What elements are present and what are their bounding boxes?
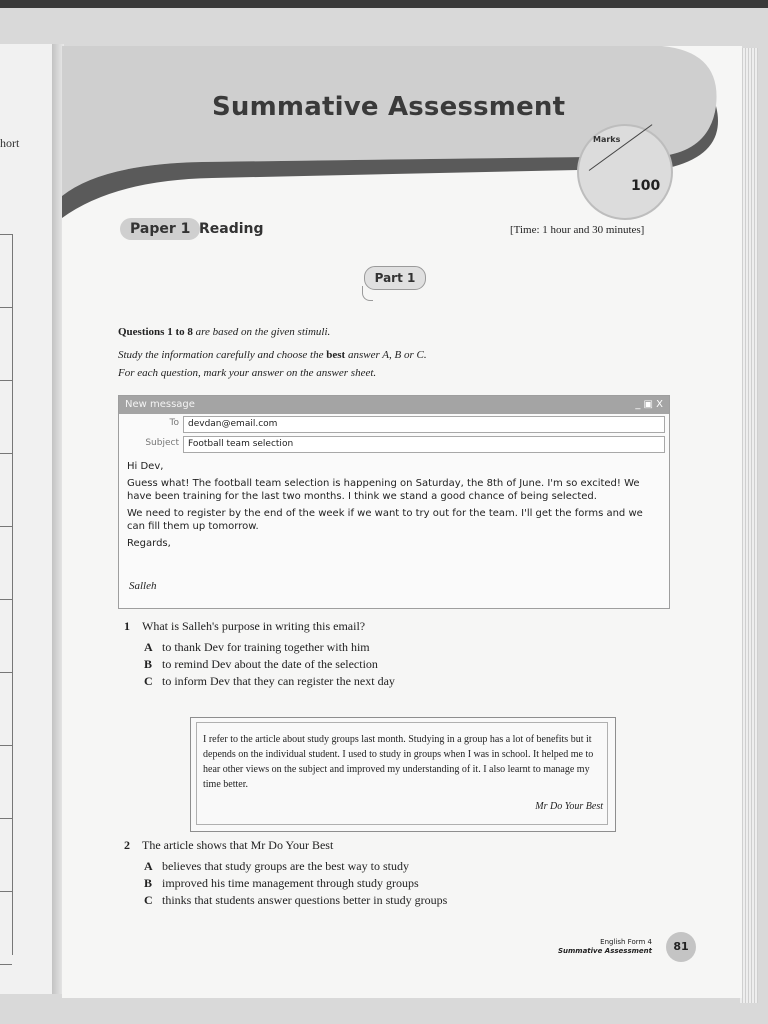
footer-book-name: English Form 4: [600, 938, 652, 946]
letter-excerpt-text: I refer to the article about study groups last month. Studying in a group has a lot of benefits but it depends on the individual student. I used to study in groups when I was in school. It helped me to hear other views on the subject and improved my understanding of it. I also learnt to manage my time better.: [203, 734, 594, 790]
letter-excerpt-signature: Mr Do Your Best: [535, 801, 603, 812]
best-answer-emphasis: best: [326, 349, 346, 361]
email-greeting: Hi Dev,: [127, 461, 164, 472]
left-page: [0, 44, 53, 994]
window-controls-icon: _ ▣ X: [635, 399, 663, 410]
questions-intro: [118, 326, 330, 338]
letter-excerpt-box: [190, 717, 616, 832]
assessment-page: [62, 46, 742, 998]
option-text: to inform Dev that they can register the next day: [162, 674, 395, 688]
q1-option-c: [144, 674, 395, 689]
scan-top-edge: [0, 0, 768, 8]
paper-name: Reading: [199, 221, 264, 237]
q2-option-c: [144, 893, 447, 908]
question-1: [124, 619, 365, 634]
option-text: believes that study groups are the best way to study: [162, 859, 409, 873]
email-window: [118, 395, 670, 609]
email-paragraph-1: Guess what! The football team selection is happening on Saturday, the 8th of June. I'm so excited! We have been training for the last two months. I think we stand a good chance of being selected.: [127, 478, 640, 502]
left-page-table: [0, 234, 13, 955]
part-heading-tail: [362, 286, 373, 301]
study-instruction-text: Study the information carefully and choose the: [118, 349, 324, 361]
to-field: devdan@email.com: [183, 416, 665, 433]
question-number: 2: [124, 838, 130, 852]
questions-range: Questions 1 to 8: [118, 326, 193, 338]
q1-option-b: [144, 657, 378, 672]
email-to-row: [119, 414, 669, 434]
q1-option-a: [144, 640, 370, 655]
to-label: To: [169, 418, 179, 428]
q2-option-a: [144, 859, 409, 874]
option-text: thinks that students answer questions better in study groups: [162, 893, 448, 907]
page-title: Summative Assessment: [212, 92, 566, 122]
option-letter: C: [144, 674, 153, 688]
page-edges: [740, 48, 758, 1003]
option-letter: C: [144, 893, 153, 907]
option-letter: B: [144, 657, 153, 671]
marks-divider: [589, 124, 653, 171]
option-letter: A: [144, 859, 153, 873]
subject-label: Subject: [145, 438, 179, 448]
time-allowed: [Time: 1 hour and 30 minutes]: [510, 224, 645, 236]
email-paragraph-2: We need to register by the end of the week if we want to try out for the team. I'll get the forms and we can fill them up tomorrow.: [127, 508, 643, 532]
header-banner: [62, 46, 742, 246]
mark-instruction: For each question, mark your answer on the answer sheet.: [118, 367, 377, 379]
questions-range-suffix: are based on the given stimuli.: [195, 326, 331, 338]
question-2: [124, 838, 333, 853]
email-title-bar: [119, 396, 669, 414]
study-instruction: [118, 349, 427, 361]
option-letter: B: [144, 876, 153, 890]
email-signature: Salleh: [129, 580, 157, 592]
email-window-title: New message: [125, 399, 195, 410]
question-number: 1: [124, 619, 130, 633]
paper-tag: Paper 1: [120, 218, 200, 240]
q2-option-b: [144, 876, 419, 891]
subject-field: Football team selection: [183, 436, 665, 453]
left-page-fragment: hort: [0, 136, 20, 150]
email-closing: Regards,: [127, 538, 171, 549]
study-instruction-suffix: answer A, B or C.: [347, 349, 427, 361]
question-text: The article shows that Mr Do Your Best: [142, 838, 334, 852]
footer-section-name: Summative Assessment: [557, 947, 652, 955]
part-heading: Part 1: [364, 266, 426, 290]
option-text: to thank Dev for training together with him: [162, 640, 370, 654]
marks-total: 100: [631, 178, 661, 194]
option-letter: A: [144, 640, 153, 654]
question-text: What is Salleh's purpose in writing this email?: [142, 619, 366, 633]
footer-book-title: [558, 938, 652, 956]
email-subject-row: [119, 434, 669, 454]
option-text: to remind Dev about the date of the selection: [162, 657, 378, 671]
page-number: 81: [666, 932, 696, 962]
email-body: [127, 460, 659, 554]
marks-label: Marks: [593, 135, 621, 144]
marks-badge: [577, 124, 673, 220]
option-text: improved his time management through study groups: [162, 876, 419, 890]
